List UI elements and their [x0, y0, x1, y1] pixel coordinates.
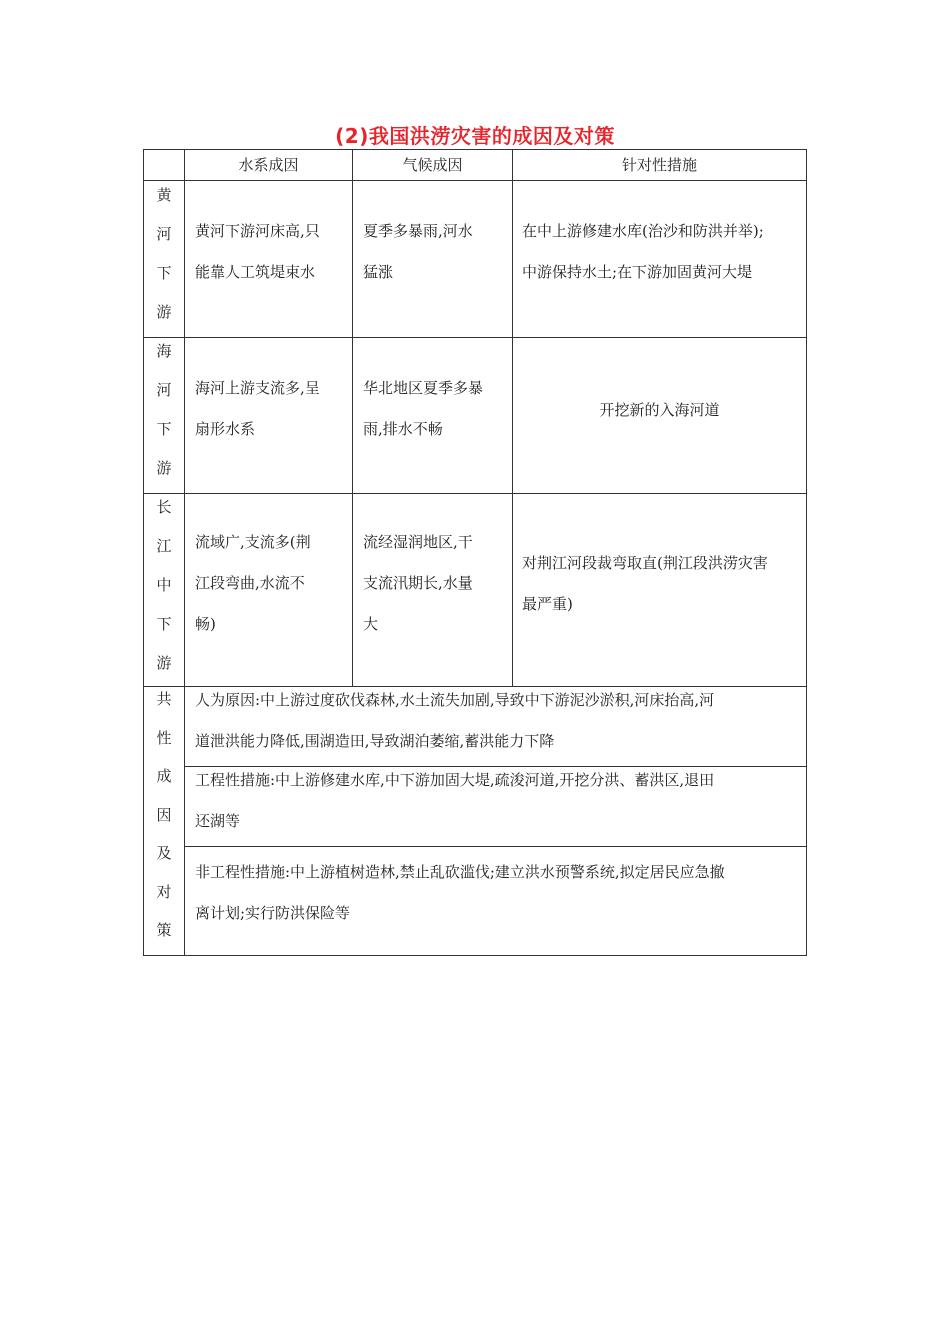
cell-line: 海河上游支流多,呈 [195, 379, 320, 397]
cell-line: 最严重) [522, 595, 573, 613]
cell-line: 支流汛期长,水量 [363, 574, 473, 592]
row-label-char: 江 [156, 537, 172, 555]
row-label-char: 共 [156, 690, 172, 708]
non-engineering-measures [195, 852, 805, 934]
climate-cause-yangtze [363, 522, 511, 645]
cell-line: 江段弯曲,水流不 [195, 574, 305, 592]
row-label-char: 中 [156, 576, 172, 594]
human-causes [195, 680, 805, 762]
header-water-system: 水系成因 [238, 156, 299, 174]
climate-cause-hai-river [363, 368, 511, 450]
row-label-char: 海 [156, 342, 172, 360]
row-label-hai-river [144, 332, 184, 488]
row-label-char: 游 [156, 654, 172, 672]
column-divider [184, 150, 185, 956]
row-label-char: 黄 [156, 186, 172, 204]
cell-line: 流经湿润地区,干 [363, 533, 473, 551]
cell-line: 离计划;实行防洪保险等 [195, 904, 351, 922]
cell-line: 猛涨 [363, 263, 394, 281]
row-label-char: 性 [156, 728, 172, 747]
row-label-char: 策 [156, 921, 172, 939]
row-label-yangtze [144, 488, 184, 683]
row-label-common [144, 680, 184, 950]
cell-line: 扇形水系 [195, 420, 256, 438]
row-label-char: 下 [156, 420, 172, 438]
cell-line: 对荆江河段裁弯取直(荆江段洪涝灾害 [522, 554, 768, 572]
cell-line: 非工程性措施:中上游植树造林,禁止乱砍滥伐;建立洪水预警系统,拟定居民应急撤 [195, 863, 725, 881]
row-divider [144, 180, 806, 181]
cell-line: 畅) [195, 615, 216, 633]
column-divider [352, 150, 353, 686]
water-cause-yangtze [195, 522, 351, 645]
row-label-char: 河 [156, 381, 172, 399]
row-label-char: 成 [156, 767, 172, 785]
header-climate: 气候成因 [402, 156, 463, 174]
measures-yangtze [522, 543, 804, 625]
row-label-char: 对 [156, 882, 172, 901]
measures-hai-river [513, 390, 806, 431]
cell-line: 雨,排水不畅 [363, 420, 443, 438]
measures-yellow-river [522, 211, 804, 293]
row-label-char: 游 [156, 303, 172, 321]
cell-line: 能靠人工筑堤束水 [195, 263, 316, 281]
row-label-char: 河 [156, 225, 172, 243]
cell-line: 人为原因:中上游过度砍伐森林,水土流失加剧,导致中下游泥沙淤积,河床抬高,河 [195, 691, 715, 709]
cell-line: 中游保持水土;在下游加固黄河大堤 [522, 263, 753, 281]
cell-line: 道泄洪能力降低,围湖造田,导致湖泊萎缩,蓄洪能力下降 [195, 732, 555, 750]
cell-line: 开挖新的入海河道 [599, 401, 720, 419]
cell-line: 在中上游修建水库(治沙和防洪并举); [522, 222, 764, 240]
engineering-measures [195, 760, 805, 842]
cell-line: 大 [363, 615, 379, 633]
row-divider [184, 846, 806, 847]
water-cause-yellow-river [195, 211, 351, 293]
row-divider [144, 493, 806, 494]
cell-line: 黄河下游河床高,只 [195, 222, 320, 240]
row-label-char: 长 [156, 498, 172, 516]
cell-line: 夏季多暴雨,河水 [363, 222, 473, 240]
row-label-char: 下 [156, 264, 172, 282]
row-label-char: 游 [156, 459, 172, 477]
header-measures: 针对性措施 [621, 156, 697, 174]
row-label-char: 下 [156, 615, 172, 633]
row-label-char: 因 [156, 805, 172, 824]
water-cause-hai-river [195, 368, 351, 450]
row-divider [144, 337, 806, 338]
flood-causes-table [143, 149, 807, 956]
row-label-yellow-river [144, 176, 184, 332]
climate-cause-yellow-river [363, 211, 511, 293]
cell-line: 工程性措施:中上游修建水库,中下游加固大堤,疏浚河道,开挖分洪、蓄洪区,退田 [195, 771, 715, 789]
cell-line: 流域广,支流多(荆 [195, 533, 311, 551]
cell-line: 还湖等 [195, 812, 241, 830]
page-title: (2)我国洪涝灾害的成因及对策 [335, 124, 615, 148]
row-label-char: 及 [156, 844, 172, 862]
cell-line: 华北地区夏季多暴 [363, 379, 484, 397]
